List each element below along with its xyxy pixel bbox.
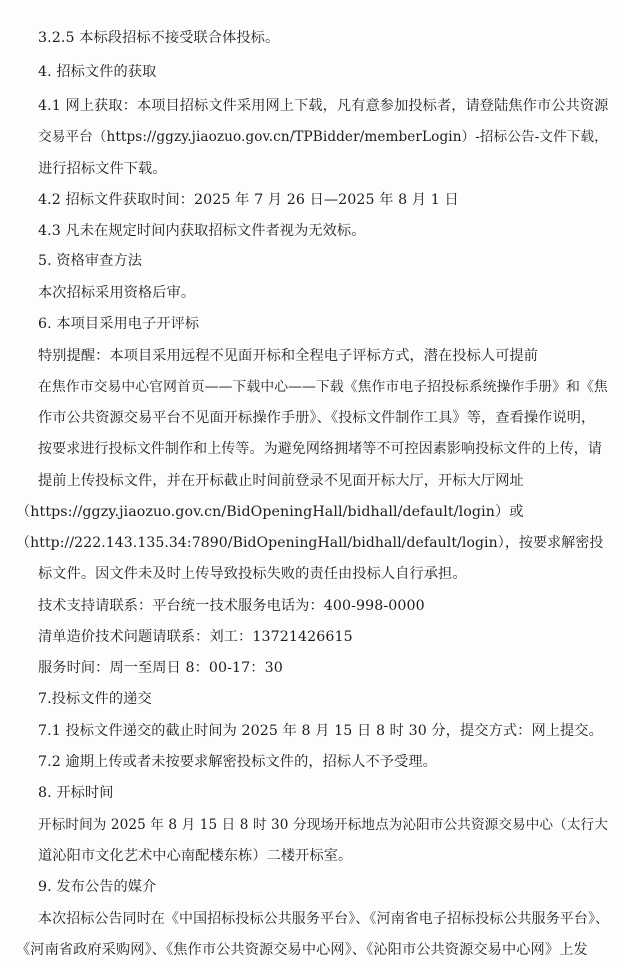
text-line: 7.1 投标文件递交的截止时间为 2025 年 8 月 15 日 8 时 30 分，提交方式：网上提交。	[38, 723, 603, 739]
text-line: 4.3 凡未在规定时间内获取招标文件者视为无效标。	[38, 223, 366, 239]
text-line: 交易平台（https://ggzy.jiaozuo.gov.cn/TPBidder/memberLogin）-招标公告-文件下载，	[38, 129, 608, 145]
text-line: 3.2.5 本标段招标不接受联合体投标。	[38, 30, 280, 46]
text-line: 本次招标公告同时在《中国招标投标公共服务平台》、《河南省电子招标投标公共服务平台》、	[38, 911, 610, 927]
section-heading: 8. 开标时间	[38, 785, 114, 801]
text-line: 在焦作市交易中心官网首页——下载中心——下载《焦作市电子招投标系统操作手册》和《焦	[38, 379, 608, 395]
section-heading: 4. 招标文件的获取	[38, 64, 157, 80]
section-heading: 9. 发布公告的媒介	[38, 879, 157, 895]
text-line: 开标时间为 2025 年 8 月 15 日 8 时 30 分现场开标地点为沁阳市公共资源交易中心（太行大	[38, 817, 608, 833]
section-heading: 7.投标文件的递交	[38, 691, 152, 707]
text-line: 4.1 网上获取：本项目招标文件采用网上下载，凡有意参加投标者，请登陆焦作市公共资源	[38, 98, 609, 114]
text-line: 7.2 逾期上传或者未按要求解密投标文件的，招标人不予受理。	[38, 754, 437, 770]
text-line: 按要求进行投标文件制作和上传等。为避免网络拥堵等不可控因素影响投标文件的上传，请	[38, 441, 602, 457]
text-line: 清单造价技术问题请联系：刘工：13721426615	[38, 629, 353, 645]
text-line: 服务时间：周一至周日 8：00-17：30	[38, 660, 283, 676]
section-heading: 6. 本项目采用电子开评标	[38, 316, 200, 332]
section-heading: 5. 资格审查方法	[38, 253, 143, 269]
text-line: 提前上传投标文件，并在开标截止时间前登录不见面开标大厅，开标大厅网址	[38, 473, 524, 489]
text-line: 标文件。因文件未及时上传导致投标失败的责任由投标人自行承担。	[38, 566, 467, 582]
url-line: （http://222.143.135.34:7890/BidOpeningHall/bidhall/default/login），按要求解密投	[16, 535, 604, 551]
text-line: 特别提醒：本项目采用远程不见面开标和全程电子评标方式，潜在投标人可提前	[38, 348, 539, 364]
url-line: （https://ggzy.jiaozuo.gov.cn/BidOpeningHall/bidhall/default/login）或	[16, 504, 524, 520]
text-line: 4.2 招标文件获取时间：2025 年 7 月 26 日—2025 年 8 月 1 日	[38, 192, 459, 208]
text-line: 《河南省政府采购网》、《焦作市公共资源交易中心网》、《沁阳市公共资源交易中心网》上发	[16, 942, 588, 958]
text-line: 技术支持请联系：平台统一技术服务电话为：400-998-0000	[38, 598, 425, 614]
text-line: 作市公共资源交易平台不见面开标操作手册》、《投标文件制作工具》等，查看操作说明，	[38, 410, 596, 426]
text-line: 进行招标文件下载。	[38, 161, 167, 177]
text-line: 本次招标采用资格后审。	[38, 285, 196, 301]
text-line: 道沁阳市文化艺术中心南配楼东栋）二楼开标室。	[38, 848, 353, 864]
